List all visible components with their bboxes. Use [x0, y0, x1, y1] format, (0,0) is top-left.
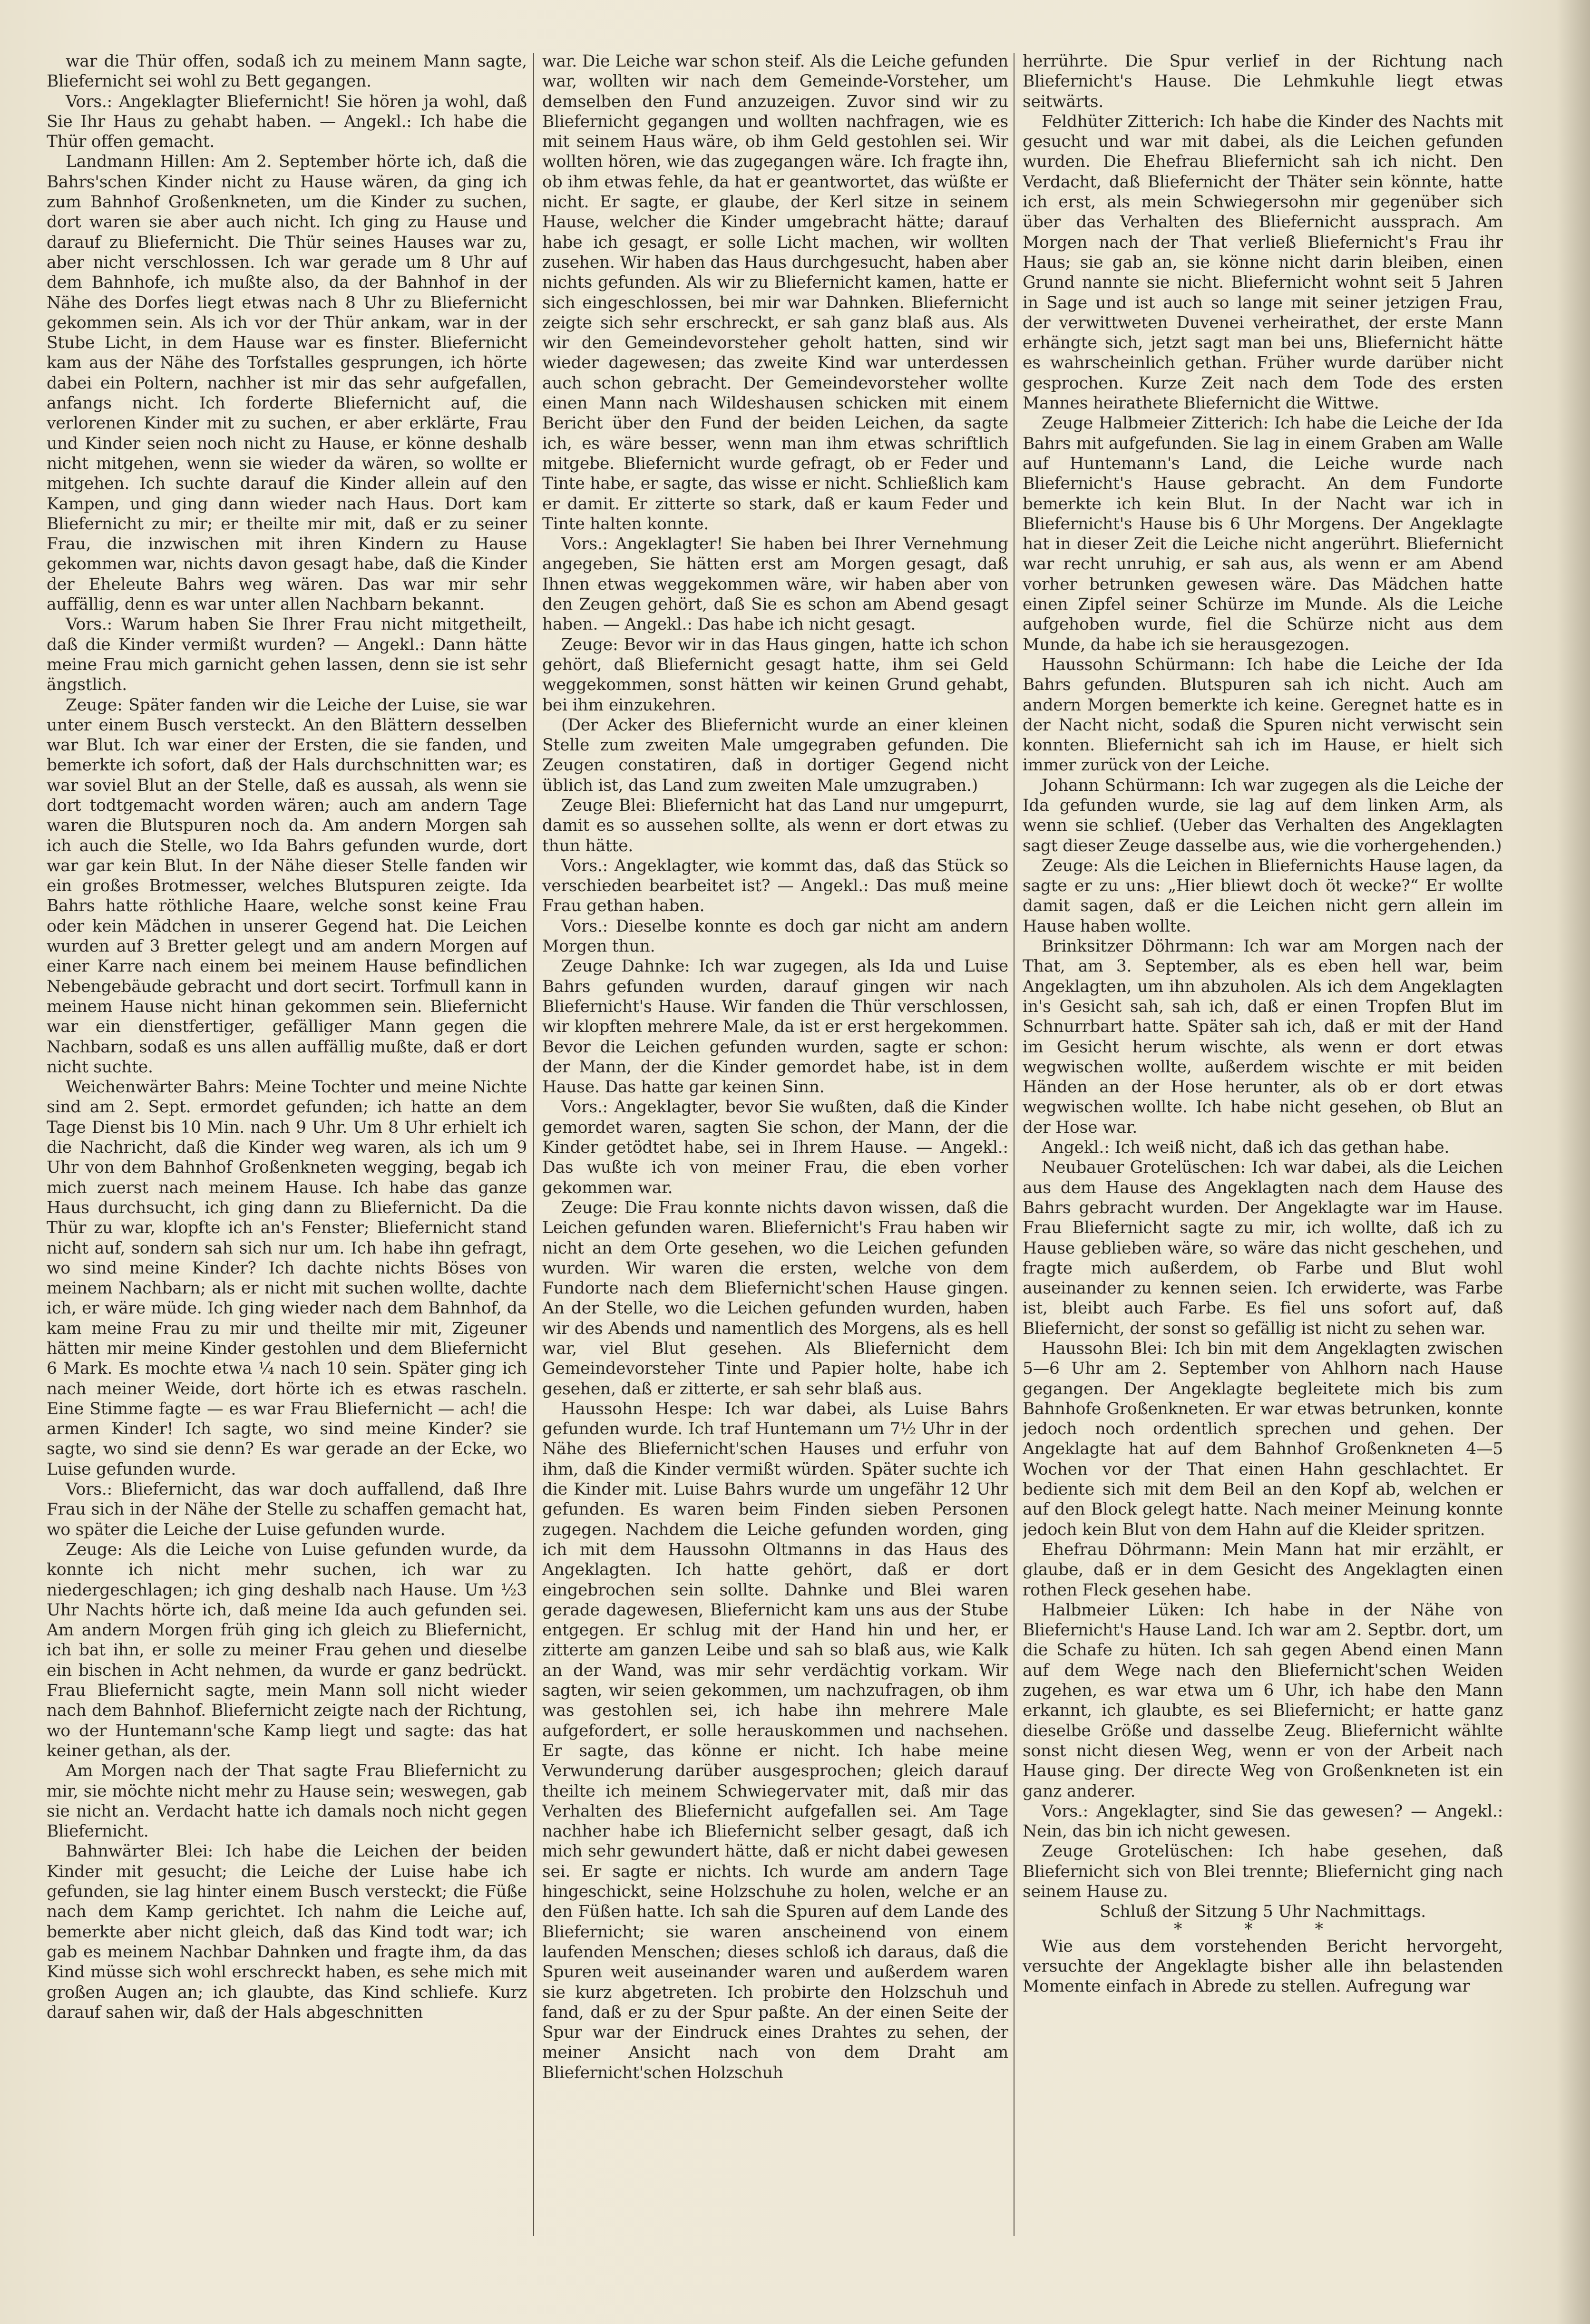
paragraph: (Der Acker des Bliefernicht wurde an einer kleinen Stelle zum zweiten Male umgegraben gefunden. Die Zeugen constatiren, daß in dortiger Gegend nicht üblich ist, das Land zum zweiten Male umzugraben.) [542, 715, 1008, 795]
paragraph: Wie aus dem vorstehenden Bericht hervorgeht, versuchte der Angeklagte bisher alle ihn belastenden Momente einfach in Abrede zu stellen. Aufregung war [1023, 1936, 1503, 1996]
paragraph: Halbmeier Lüken: Ich habe in der Nähe von Bliefernicht's Hause Land. Ich war am 2. Septbr. dort, um die Schafe zu hüten. Ich sah gegen Abend einen Mann auf dem Wege nach den Bliefernicht'schen Weiden zugehen, es war etwa um 6 Uhr, ich habe den Mann erkannt, ich glaubte, es sei Bliefernicht; er hatte ganz dieselbe Größe und dasselbe Zeug. Bliefernicht wählte sonst nicht diesen Weg, wenn er von der Arbeit nach Hause ging. Der directe Weg von Großenkneten ist ein ganz anderer. [1023, 1600, 1503, 1801]
paragraph: Neubauer Grotelüschen: Ich war dabei, als die Leichen aus dem Hause des Angeklagten nach dem Hause des Bahrs gebracht wurden. Der Angeklagte war im Hause. Frau Bliefernicht sagte zu mir, ich wollte, daß ich zu Hause geblieben wäre, so wäre das nicht geschehen, und fragte mich außerdem, ob Farbe und Blut wohl auseinander zu kennen seien. Ich erwiderte, was Farbe ist, bleibt auch Farbe. Es fiel uns sofort auf, daß Bliefernicht, der sonst so gefällig ist nicht zu sehen war. [1023, 1158, 1503, 1338]
paragraph: Vors.: Angeklagter! Sie haben bei Ihrer Vernehmung angegeben, Sie hätten erst am Morgen gesagt, daß Ihnen etwas weggekommen wäre, wir haben aber von den Zeugen gehört, daß Sie es schon am Abend gesagt haben. — Angekl.: Das habe ich nicht gesagt. [542, 535, 1008, 634]
text-column-1 [47, 51, 527, 2239]
paragraph: Vors.: Angeklagter Bliefernicht! Sie hören ja wohl, daß Sie Ihr Haus zu gehabt haben. — Angekl.: Ich habe die Thür offen gemacht. [47, 92, 527, 152]
paragraph: Haussohn Schürmann: Ich habe die Leiche der Ida Bahrs gefunden. Blutspuren sah ich nicht. Auch am andern Morgen bemerkte ich keine. Geregnet hatte es in der Nacht nicht, sodaß die Spuren nicht verwischt sein konnten. Bliefernicht sah ich im Hause, er hielt sich immer zurück von der Leiche. [1023, 655, 1503, 775]
paragraph: Weichenwärter Bahrs: Meine Tochter und meine Nichte sind am 2. Sept. ermordet gefunden; ich hatte an dem Tage Dienst bis 10 Min. nach 9 Uhr. Um 8 Uhr erhielt ich die Nachricht, daß die Kinder weg waren, als ich um 9 Uhr von dem Bahnhof Großenkneten wegging, begab ich mich zuerst nach meinem Hause. Ich habe das ganze Haus durchsucht, ich ging dann zu Bliefernicht. Da die Thür zu war, klopfte ich an's Fenster; Bliefernicht stand nicht auf, sondern sah sich nur um. Ich habe ihn gefragt, wo sind meine Kinder? Ich dachte nichts Böses von meinem Nachbarn; als er nicht mit suchen wollte, dachte ich, er wäre müde. Ich ging wieder nach dem Bahnhof, da kam meine Frau zu mir und theilte mir mit, Zigeuner hätten mir meine Kinder gestohlen und dem Bliefernicht 6 Mark. Es mochte etwa ¼ nach 10 sein. Später ging ich nach meiner Weide, dort hörte ich es etwas rascheln. Eine Stimme fagte — es war Frau Bliefernicht — ach! die armen Kinder! Ich sagte, wo sind meine Kinder? sie sagte, wo sind sie denn? Es war gerade an der Ecke, wo Luise gefunden wurde. [47, 1078, 527, 1479]
paragraph: Vors.: Angeklagter, wie kommt das, daß das Stück so verschieden bearbeitet ist? — Angekl.: Das muß meine Frau gethan haben. [542, 856, 1008, 916]
section-separator-stars: * * * [1174, 1919, 1352, 1939]
paragraph: Johann Schürmann: Ich war zugegen als die Leiche der Ida gefunden wurde, sie lag auf dem linken Arm, als wenn sie schlief. (Ueber das Verhalten des Angeklagten sagt dieser Zeuge dasselbe aus, wie die vorhergehenden.) [1023, 776, 1503, 856]
paragraph: Zeuge Grotelüschen: Ich habe gesehen, daß Bliefernicht sich von Blei trennte; Bliefernicht ging nach seinem Hause zu. [1023, 1842, 1503, 1902]
paragraph: Landmann Hillen: Am 2. September hörte ich, daß die Bahrs'schen Kinder nicht zu Hause wären, da ging ich zum Bahnhof Großenkneten, um die Kinder zu suchen, dort waren sie aber auch nicht. Ich ging zu Hause und darauf zu Bliefernicht. Die Thür seines Hauses war zu, aber nicht verschlossen. Ich war gerade um 8 Uhr auf dem Bahnhofe, ich mußte also, da der Bahnhof in der Nähe des Dorfes liegt etwas nach 8 Uhr zu Bliefernicht gekommen sein. Als ich vor der Thür ankam, war in der Stube Licht, in dem Hause war es finster. Bliefernicht kam aus der Nähe des Torfstalles gesprungen, ich hörte dabei ein Poltern, nachher ist mir das sehr aufgefallen, anfangs nicht. Ich forderte Bliefernicht auf, die verlorenen Kinder mit zu suchen, er aber erklärte, Frau und Kinder seien noch nicht zu Hause, er könne deshalb nicht mitgehen, wenn sie wieder da wären, so wollte er mitgehen. Ich suchte darauf die Kinder allein auf den Kampen, und ging dann wieder nach Haus. Dort kam Bliefernicht zu mir; er theilte mir mit, daß er zu seiner Frau, die inzwischen mit ihren Kindern zu Hause gekommen war, nichts davon gesagt habe, daß die Kinder der Eheleute Bahrs weg wären. Das war mir sehr auffällig, denn es war unter allen Nachbarn bekannt. [47, 152, 527, 614]
paragraph: Zeuge: Später fanden wir die Leiche der Luise, sie war unter einem Busch versteckt. An den Blättern desselben war Blut. Ich war einer der Ersten, die sie fanden, und bemerkte ich sofort, daß der Hals durchschnitten war; es war soviel Blut an der Stelle, daß es aussah, als wenn sie dort todtgemacht worden wären; auch am andern Tage waren die Blutspuren noch da. Am andern Morgen sah ich auch die Stelle, wo Ida Bahrs gefunden wurde, dort war gar kein Blut. In der Nähe dieser Stelle fanden wir ein großes Brotmesser, welches Blutspuren zeigte. Ida Bahrs hatte röthliche Haare, welche sonst keine Frau oder kein Mädchen in unserer Gegend hat. Die Leichen wurden auf 3 Bretter gelegt und am andern Morgen auf einer Karre nach einem bei meinem Hause befindlichen Nebengebäude gebracht und dort secirt. Torfmull kann in meinem Hause nicht hinan gekommen sein. Bliefernicht war ein dienstfertiger, gefälliger Mann gegen die Nachbarn, sodaß es uns allen auffällig mußte, daß er dort nicht suchte. [47, 695, 527, 1077]
paragraph: Zeuge Dahnke: Ich war zugegen, als Ida und Luise Bahrs gefunden wurden, darauf gingen wir nach Bliefernicht's Hause. Wir fanden die Thür verschlossen, wir klopften mehrere Male, da ist er erst hergekommen. Bevor die Leichen gefunden wurden, sagte er schon: der Mann, der die Kinder gemordet habe, ist in dem Hause. Das hatte gar keinen Sinn. [542, 957, 1008, 1097]
paragraph: herrührte. Die Spur verlief in der Richtung nach Bliefernicht's Hause. Die Lehmkuhle liegt etwas seitwärts. [1023, 52, 1503, 111]
paragraph: Feldhüter Zitterich: Ich habe die Kinder des Nachts mit gesucht und war mit dabei, als die Leichen gefunden wurden. Die Ehefrau Bliefernicht sah ich nicht. Den Verdacht, daß Bliefernicht der Thäter sein könnte, hatte ich erst, als mein Schwiegersohn mir gegenüber sich über das Verhalten des Bliefernicht aussprach. Am Morgen nach der That verließ Bliefernicht's Frau ihr Haus; sie gab an, sie könne nicht darin bleiben, einen Grund nannte sie nicht. Bliefernicht wohnt seit 5 Jahren in Sage und ist auch so lange mit seiner jetzigen Frau, der verwittweten Duvenei verheirathet, der erste Mann erhängte sich, jetzt sagt man bei uns, Bliefernicht hätte es wahrscheinlich gethan. Früher wurde darüber nicht gesprochen. Kurze Zeit nach dem Tode des ersten Mannes heirathete Bliefernicht die Wittwe. [1023, 112, 1503, 413]
paragraph: Vors.: Warum haben Sie Ihrer Frau nicht mitgetheilt, daß die Kinder vermißt wurden? — Angekl.: Dann hätte meine Frau mich garnicht gehen lassen, denn sie ist sehr ängstlich. [47, 615, 527, 695]
text-column-3 [1023, 51, 1503, 2239]
paragraph: Zeuge: Die Frau konnte nichts davon wissen, daß die Leichen gefunden waren. Bliefernicht's Frau haben wir nicht an dem Orte gesehen, wo die Leichen gefunden wurden. Wir waren die ersten, welche von dem Fundorte nach dem Bliefernicht'schen Hause gingen. An der Stelle, wo die Leichen gefunden wurden, haben wir des Abends und namentlich des Morgens, als es hell war, viel Blut gesehen. Als Bliefernicht dem Gemeindevorsteher Tinte und Papier holte, habe ich gesehen, daß er zitterte, er sah sehr blaß aus. [542, 1198, 1008, 1399]
column-rule [533, 53, 534, 2236]
paragraph: Zeuge: Als die Leichen in Bliefernichts Hause lagen, da sagte er zu uns: „Hier bliewt doch öt wecke?“ Er wollte damit sagen, daß er die Leichen nicht gern allein im Hause haben wollte. [1023, 856, 1503, 936]
paragraph: Angekl.: Ich weiß nicht, daß ich das gethan habe. [1042, 1138, 1450, 1157]
paragraph: Am Morgen nach der That sagte Frau Bliefernicht zu mir, sie möchte nicht mehr zu Hause sein; weswegen, gab sie nicht an. Verdacht hatte ich damals noch nicht gegen Bliefernicht. [47, 1761, 527, 1841]
paragraph: Zeuge: Bevor wir in das Haus gingen, hatte ich schon gehört, daß Bliefernicht gesagt hatte, ihm sei Geld weggekommen, sonst hätten wir keinen Grund gehabt, bei ihm einzukehren. [542, 635, 1008, 715]
paragraph: war die Thür offen, sodaß ich zu meinem Mann sagte, Bliefernicht sei wohl zu Bett gegangen. [47, 52, 527, 91]
paragraph: Vors.: Angeklagter, bevor Sie wußten, daß die Kinder gemordet waren, sagten Sie schon, der Mann, der die Kinder getödtet habe, sei in Ihrem Hause. — Angekl.: Das wußte ich von meiner Frau, die eben vorher gekommen war. [542, 1098, 1008, 1197]
paragraph: Haussohn Blei: Ich bin mit dem Angeklagten zwischen 5—6 Uhr am 2. September von Ahlhorn nach Hause gegangen. Der Angeklagte begleitete mich bis zum Bahnhofe Großenkneten. Er war etwas betrunken, konnte jedoch noch ordentlich sprechen und gehen. Der Angeklagte hat auf dem Bahnhof Großenkneten 4—5 Wochen vor der That einen Hahn geschlachtet. Er bediente sich mit dem Beil an den Kopf ab, welchen er auf den Block gelegt hatte. Nach meiner Meinung konnte jedoch kein Blut von dem Hahn auf die Kleider spritzen. [1023, 1339, 1503, 1539]
paragraph: Brinksitzer Döhrmann: Ich war am Morgen nach der That, am 3. September, als es eben hell war, beim Angeklagten, um ihn abzuholen. Als ich dem Angeklagten in's Gesicht sah, sah ich, daß er einen Tropfen Blut im Schnurrbart hatte. Später sah ich, daß er mit der Hand im Gesicht herum wischte, als wenn er dort etwas wegwischen wollte, außerdem wischte er mit beiden Händen an der Hose herunter, als ob er dort etwas wegwischen wollte. Ich habe nicht gesehen, ob Blut an der Hose war. [1023, 937, 1503, 1137]
text-column-2 [542, 51, 1008, 2239]
session-closing-line: Schluß der Sitzung 5 Uhr Nachmittags. [1100, 1902, 1426, 1922]
paragraph: Haussohn Hespe: Ich war dabei, als Luise Bahrs gefunden wurde. Ich traf Huntemann um 7½ Uhr in der Nähe des Bliefernicht'schen Hauses und erfuhr von ihm, daß die Kinder vermißt würden. Später suchte ich die Kinder mit. Luise Bahrs wurde um ungefähr 12 Uhr gefunden. Es waren beim Finden sieben Personen zugegen. Nachdem die Leiche gefunden worden, ging ich mit dem Haussohn Oltmanns in das Haus des Angeklagten. Ich hatte gehört, daß er dort eingebrochen sein sollte. Dahnke und Blei waren gerade dagewesen, Bliefernicht kam uns aus der Stube entgegen. Er schlug mit der Hand hin und her, er zitterte am ganzen Leibe und sah so blaß aus, wie Kalk an der Wand, was mir sehr verdächtig vorkam. Wir sagten, wir seien gekommen, um nachzufragen, ob ihm was gestohlen sei, ich habe ihn mehrere Male aufgefordert, er solle herauskommen und nachsehen. Er sagte, das könne er nicht. Ich habe meine Verwunderung darüber ausgesprochen; gleich darauf theilte ich meinem Schwiegervater mit, daß mir das Verhalten des Bliefernicht aufgefallen sei. Am Tage nachher habe ich Bliefernicht selber gesagt, daß ich mich sehr gewundert hätte, daß er nicht dabei gewesen sei. Er sagte er nichts. Ich wurde am andern Tage hingeschickt, seine Holzschuhe zu holen, welche er an den Füßen hatte. Ich sah die Spuren auf dem Lande des Bliefernicht; sie waren anscheinend von einem laufenden Menschen; dieses schloß ich daraus, daß die Spuren weit auseinander waren und außerdem waren sie kurz abgetreten. Ich probirte den Holzschuh und fand, daß er zu der Spur paßte. An der einen Seite der Spur war der Eindruck eines Drahtes zu sehen, der meiner Ansicht nach von dem Draht am Bliefernicht'schen Holzschuh [542, 1399, 1008, 2082]
paragraph: war. Die Leiche war schon steif. Als die Leiche gefunden war, wollten wir nach dem Gemeinde-Vorsteher, um demselben den Fund anzuzeigen. Zuvor sind wir zu Bliefernicht gegangen und wollten nachfragen, wie es mit seinem Haus wäre, ob ihm Geld gestohlen sei. Wir wollten hören, wie das zugegangen wäre. Ich fragte ihn, ob ihm etwas fehle, da hat er geantwortet, das wüßte er nicht. Er sagte, er glaube, der Kerl sitze in seinem Hause, welcher die Kinder umgebracht hätte; darauf habe ich gesagt, er solle Licht machen, wir wollten zusehen. Wir haben das Haus durchgesucht, haben aber nichts gefunden. Als wir zu Bliefernicht kamen, hatte er sich eingeschlossen, bei mir war Dahnken. Bliefernicht zeigte sich sehr erschreckt, er sah ganz blaß aus. Als wir den Gemeindevorsteher geholt hatten, sind wir wieder dagewesen; das zweite Kind war unterdessen auch schon gebracht. Der Gemeindevorsteher wollte einen Mann nach Wildeshausen schicken mit einem Bericht über den Fund der beiden Leichen, da sagte ich, es wäre besser, wenn man ihm etwas schriftlich mitgebe. Bliefernicht wurde gefragt, ob er Feder und Tinte habe, er sagte, das wisse er nicht. Schließlich kam er damit. Er zitterte so stark, daß er kaum Feder und Tinte halten konnte. [542, 52, 1008, 534]
paragraph: Bahnwärter Blei: Ich habe die Leichen der beiden Kinder mit gesucht; die Leiche der Luise habe ich gefunden, sie lag hinter einem Busch versteckt; die Füße nach dem Kamp gerichtet. Ich nahm die Leiche auf, bemerkte aber nicht gleich, daß das Kind todt war; ich gab es meinem Nachbar Dahnken und fragte ihm, da das Kind müsse sich wohl erschreckt haben, es sehe mich mit großen Augen an; ich glaubte, das Kind schliefe. Kurz darauf sahen wir, daß der Hals abgeschnitten [47, 1842, 527, 2022]
paragraph: Ehefrau Döhrmann: Mein Mann hat mir erzählt, er glaube, daß er in dem Gesicht des Angeklagten einen rothen Fleck gesehen habe. [1023, 1540, 1503, 1600]
paragraph: Vors.: Bliefernicht, das war doch auffallend, daß Ihre Frau sich in der Nähe der Stelle zu schaffen gemacht hat, wo später die Leiche der Luise gefunden wurde. [47, 1480, 527, 1539]
paragraph: Zeuge Blei: Bliefernicht hat das Land nur umgepurrt, damit es so aussehen sollte, als wenn er dort etwas zu thun hätte. [542, 796, 1008, 856]
paragraph: Vors.: Dieselbe konnte es doch gar nicht am andern Morgen thun. [542, 916, 1008, 956]
paragraph: Vors.: Angeklagter, sind Sie das gewesen? — Angekl.: Nein, das bin ich nicht gewesen. [1023, 1801, 1503, 1841]
paragraph: Zeuge Halbmeier Zitterich: Ich habe die Leiche der Ida Bahrs mit aufgefunden. Sie lag in einem Graben am Walle auf Huntemann's Land, die Leiche wurde nach Bliefernicht's Hause gebracht. An dem Fundorte bemerkte ich kein Blut. In der Nacht war ich in Bliefernicht's Hause bis 6 Uhr Morgens. Der Angeklagte hat in dieser Zeit die Leiche nicht angerührt. Bliefernicht war recht unruhig, er sah aus, als wenn er am Abend vorher betrunken gewesen wäre. Das Mädchen hatte einen Zipfel seiner Schürze im Munde. Als die Leiche aufgehoben wurde, fiel die Schürze nicht aus dem Munde, da habe ich sie herausgezogen. [1023, 414, 1503, 654]
paragraph: Zeuge: Als die Leiche von Luise gefunden wurde, da konnte ich nicht mehr suchen, ich war zu niedergeschlagen; ich ging deshalb nach Hause. Um ½3 Uhr Nachts hörte ich, daß meine Ida auch gefunden sei. Am andern Morgen früh ging ich gleich zu Bliefernicht, ich bat ihn, er solle zu meiner Frau gehen und dieselbe ein bischen in Acht nehmen, da wurde er ganz bedrückt. Frau Bliefernicht sagte, mein Mann soll nicht wieder nach dem Bahnhof. Bliefernicht zeigte nach der Richtung, wo der Huntemann'sche Kamp liegt und sagte: das hat keiner gethan, als der. [47, 1540, 527, 1760]
page-edge-shadow [1557, 0, 1590, 2324]
